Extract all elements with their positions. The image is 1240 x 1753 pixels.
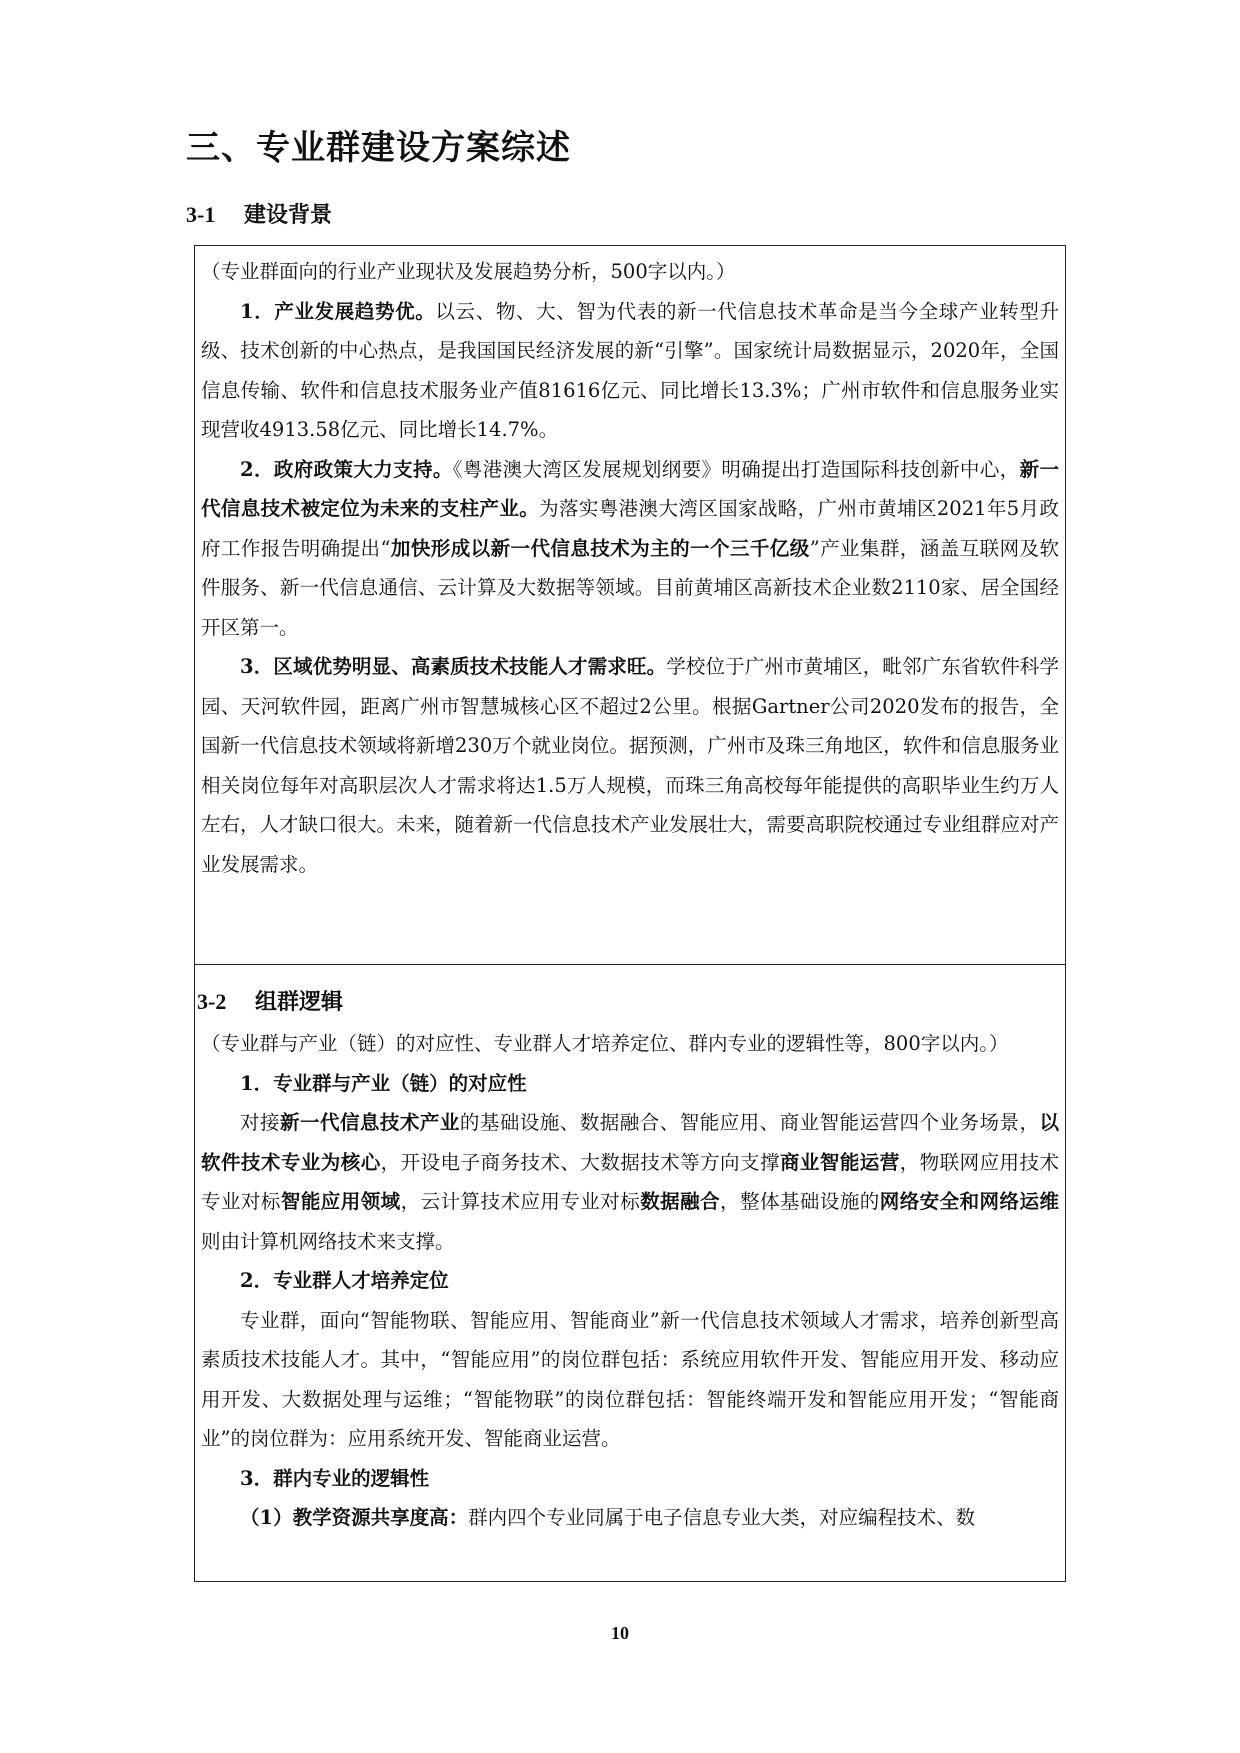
paragraph-lead: （1）教学资源共享度高： (240, 1506, 469, 1529)
paragraph-text: ”产业集群，涵盖互联网及软件服务、新一代信息通信、云计算及大数据等领域。目前黄埔区高新技术企业数2110家、居全国经开区第一。 (201, 536, 1059, 639)
paragraph-text: 学校位于广州市黄埔区，毗邻广东省软件科学园、天河软件园，距离广州市智慧城核心区不超过2公里。根据Gartner公司2020发布的报告，全国新一代信息技术领域将新增230万个就业岗位。据预测，广州市及珠三角地区，软件和信息服务业相关岗位每年对高职层次人才需求将达1.5万人规模，而珠三角高校每年能提供的高职毕业生约万人左右，人才缺口很大。未来，随着新一代信息技术产业发展壮大，需要高职院校通过专业组群应对产业发展需求。 (201, 655, 1060, 876)
page-heading: 三、专业群建设方案综述 (186, 128, 571, 168)
section-1-title (186, 198, 332, 229)
paragraph-text: ，云计算技术应用专业对标 (400, 1190, 641, 1213)
section-1-box (194, 245, 1066, 965)
section-1-paragraph-3 (201, 647, 1059, 884)
section-2-subheading-2: 2．专业群人才培养定位 (240, 1269, 449, 1292)
paragraph-text: 为落实粤港澳大湾区国家战略，广州市黄埔区2021年5月政府工作报告明确提出“ (201, 497, 1059, 560)
section-1-title-text: 建设背景 (244, 203, 333, 228)
section-1-paragraph-2 (201, 450, 1059, 648)
paragraph-emphasis: 智能应用领域 (280, 1190, 401, 1213)
paragraph-text: 的基础设施、数据融合、智能应用、商业智能运营四个业务场景， (459, 1111, 1040, 1134)
section-1-number: 3-1 (186, 202, 216, 227)
paragraph-emphasis: 商业智能运营 (779, 1150, 900, 1174)
paragraph-emphasis: 以软件技术专业为核心 (201, 1111, 1059, 1174)
section-2-paragraph-1 (201, 1103, 1059, 1261)
paragraph-text: 则由计算机网络技术来支撑。 (201, 1229, 455, 1253)
paragraph-text: 《粤港澳大湾区发展规划纲要》明确提出打造国际科技创新中心， (452, 457, 1020, 481)
paragraph-emphasis: 新一代信息技术产业 (279, 1111, 460, 1134)
section-1-paragraph-1 (201, 292, 1059, 450)
section-2-title-text: 组群逻辑 (255, 990, 344, 1015)
section-2-paragraph-3 (201, 1498, 1059, 1538)
paragraph-lead: 2．政府政策大力支持。 (240, 457, 453, 481)
paragraph-emphasis: 新一代信息技术被定位为未来的支柱产业。 (201, 457, 1059, 520)
section-2-box (194, 965, 1066, 1582)
paragraph-emphasis: 数据融合 (640, 1190, 721, 1213)
paragraph-text: 以云、物、大、智为代表的新一代信息技术革命是当今全球产业转型升级、技术创新的中心热点，是我国国民经济发展的新“引擎”。国家统计局数据显示，2020年，全国信息传输、软件和信息技术服务业产值81616亿元、同比增长13.3%；广州市软件和信息服务业实现营收4913.58亿元、同比增长14.7%。 (201, 299, 1059, 441)
paragraph-text: ，物联网应用技术专业对标 (201, 1150, 1059, 1213)
paragraph-text: 对接 (240, 1111, 280, 1134)
paragraph-lead: 1．产业发展趋势优。 (240, 299, 436, 323)
section-2-note: （专业群与产业（链）的对应性、专业群人才培养定位、群内专业的逻辑性等，800字以内。） (201, 1032, 1009, 1055)
section-2-subheading-3: 3．群内专业的逻辑性 (240, 1466, 430, 1490)
section-2-paragraph-2: 专业群，面向“智能物联、智能应用、智能商业”新一代信息技术领域人才需求，培养创新型高素质技术技能人才。其中，“智能应用”的岗位群包括：系统应用软件开发、智能应用开发、移动应用开发、大数据处理与运维；“智能物联”的岗位群包括：智能终端开发和智能应用开发；“智能商业”的岗位群为：应用系统开发、智能商业运营。 (201, 1308, 1059, 1450)
paragraph-emphasis: 网络安全和网络运维 (879, 1190, 1059, 1213)
section-2-subheading-1: 1．专业群与产业（链）的对应性 (240, 1071, 527, 1095)
section-1-note: （专业群面向的行业产业现状及发展趋势分析，500字以内。） (201, 260, 736, 283)
page-number: 10 (611, 1623, 629, 1643)
paragraph-text: ，开设电子商务技术、大数据技术等方向支撑 (380, 1150, 780, 1174)
section-2-title (197, 981, 1059, 1024)
section-2-number: 3-2 (197, 989, 227, 1014)
paragraph-text: ，整体基础设施的 (720, 1190, 880, 1213)
paragraph-emphasis: 加快形成以新一代信息技术为主的一个三千亿级 (390, 536, 810, 560)
paragraph-lead: 3．区域优势明显、高素质技术技能人才需求旺。 (240, 655, 667, 678)
paragraph-text: 群内四个专业同属于电子信息专业大类，对应编程技术、数 (468, 1506, 976, 1529)
